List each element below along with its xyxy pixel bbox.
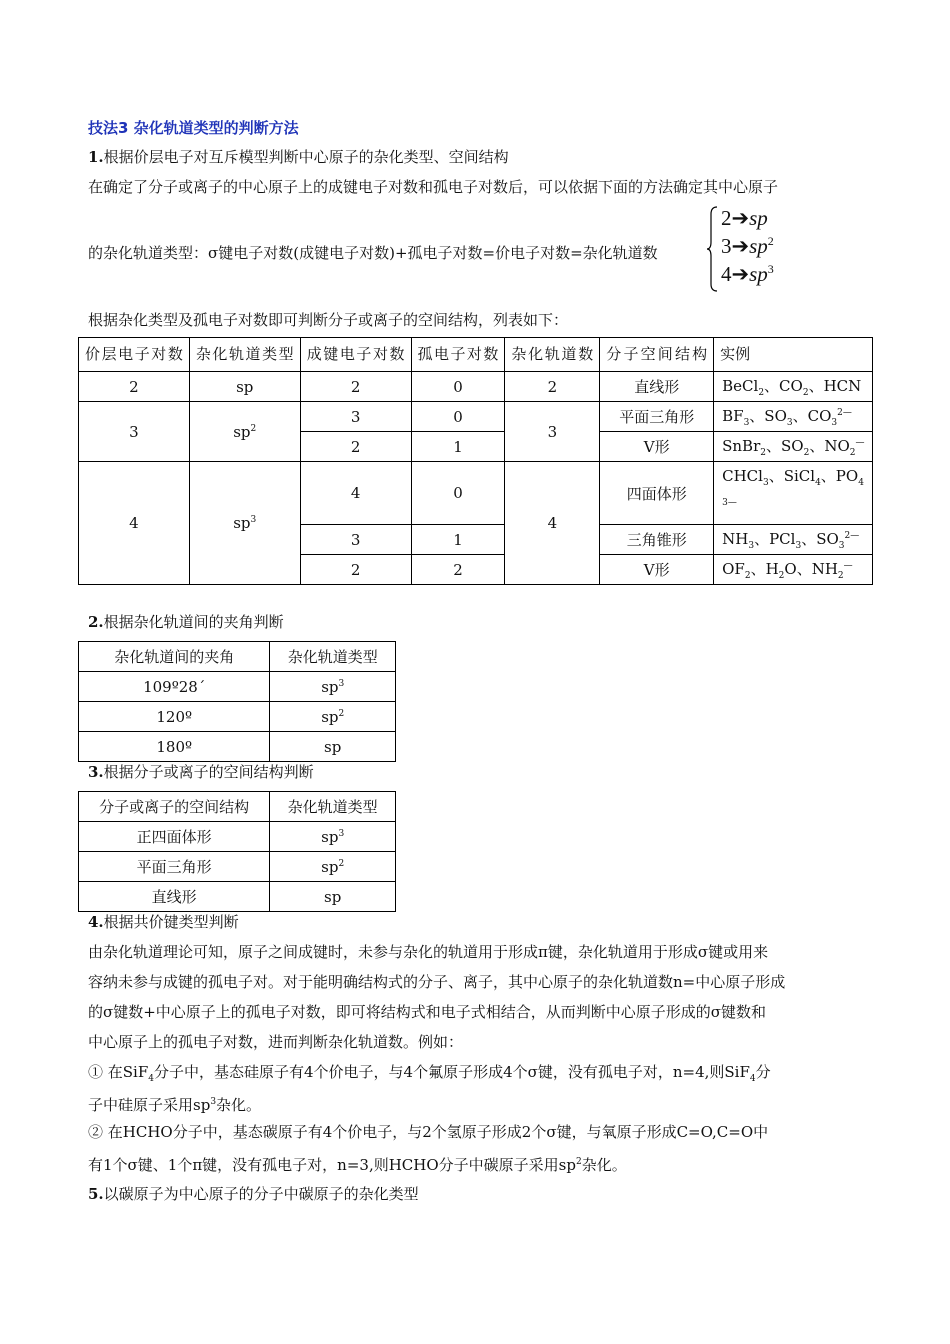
section-1-paragraph-1: 在确定了分子或离子的中心原子上的成键电子对数和孤电子对数后，可以依据下面的方法确定其中心原子 — [88, 178, 779, 196]
hybridization-map-sp2: $3➔sp^2$ — [721, 234, 774, 258]
table-row: 平面三角形 $sp^2$ — [79, 852, 396, 882]
example-cell: CHCl$_3$、SiCl$_4$、$PO_4$ $^{3—}$ — [714, 462, 873, 525]
section-heading: 技法3 杂化轨道类型的判断方法 — [88, 119, 299, 137]
table-row: 120º $sp^2$ — [79, 702, 396, 732]
hybridization-map-sp: 2➔sp — [721, 206, 768, 230]
section-1-title — [88, 146, 509, 168]
vsepr-table — [78, 337, 873, 585]
table-row: 109º28´ $sp^3$ — [79, 672, 396, 702]
section-1-number: 1. — [88, 148, 104, 166]
example-1-line-1: ① 在SiF$_4$分子中，基态硅原子有4个价电子，与4个氟原子形成4个σ键，没有孤电子对，n=4,则SiF$_4$分 — [88, 1063, 771, 1084]
section-4-paragraph-1: 由杂化轨道理论可知，原子之间成键时，未参与杂化的轨道用于形成π键，杂化轨道用于形成σ键或用来 — [88, 943, 769, 961]
arrow-icon: ➔ — [731, 206, 750, 230]
brace-icon — [706, 206, 718, 292]
section-4-paragraph-3: 的σ键数+中心原子上的孤电子对数，即可将结构式和电子式相结合，从而判断中心原子形成的σ键数和 — [88, 1003, 767, 1021]
header-cell: 分子空间结构 — [600, 338, 714, 372]
example-cell: SnBr$_2$、$SO_2$、$NO_2^—$ — [714, 432, 873, 462]
arrow-icon: ➔ — [731, 234, 750, 258]
geometry-table — [78, 791, 396, 912]
table-row: 直线形 sp — [79, 882, 396, 912]
header-cell: 价层电子对数 — [79, 338, 190, 372]
section-4-paragraph-2: 容纳未参与成键的孤电子对。对于能明确结构式的分子、离子，其中心原子的杂化轨道数n=中心原子形成 — [88, 973, 786, 991]
table-header-row — [79, 338, 873, 372]
section-3-title: 3.根据分子或离子的空间结构判断 — [88, 763, 314, 781]
section-1-title-text: 根据价层电子对互斥模型判断中心原子的杂化类型、空间结构 — [103, 148, 509, 166]
example-cell: $NH_3$、PCl$_3$、$SO_3^{2—}$ — [714, 525, 873, 555]
example-cell: BeCl$_2$、$CO_2$、HCN — [714, 372, 873, 402]
section-5-title: 5.以碳原子为中心原子的分子中碳原子的杂化类型 — [88, 1185, 419, 1203]
section-1-paragraph-3: 根据杂化类型及孤电子对数即可判断分子或离子的空间结构，列表如下： — [88, 311, 569, 329]
header-cell: 杂化轨道数 — [505, 338, 600, 372]
table-header-row: 分子或离子的空间结构 杂化轨道类型 — [79, 792, 396, 822]
section-1-paragraph-2: 的杂化轨道类型：σ键电子对数(成键电子对数)+孤电子对数=价电子对数=杂化轨道数 — [88, 244, 658, 262]
section-4-paragraph-4: 中心原子上的孤电子对数，进而判断杂化轨道数。例如： — [88, 1033, 464, 1051]
hybridization-map-sp3: $4➔sp^3$ — [721, 262, 774, 286]
header-cell: 杂化轨道类型 — [189, 338, 300, 372]
table-header-row: 杂化轨道间的夹角 杂化轨道类型 — [79, 642, 396, 672]
table-row: 3 $sp^2$ 3 0 3 平面三角形 $BF_3$、$SO_3$、$CO_3^{2—}$ — [79, 402, 873, 432]
header-cell: 孤电子对数 — [411, 338, 505, 372]
table-row: 2 sp 2 0 2 直线形 BeCl$_2$、$CO_2$、HCN — [79, 372, 873, 402]
arrow-icon: ➔ — [731, 262, 750, 286]
header-cell: 成键电子对数 — [300, 338, 411, 372]
header-cell: 实例 — [714, 338, 873, 372]
table-row: 2 1 V形 SnBr$_2$、$SO_2$、$NO_2^—$ — [79, 432, 873, 462]
example-2-line-2: 有1个σ键、1个π键，没有孤电子对，n=3,则HCHO分子中碳原子采用$sp^2$杂化。 — [88, 1156, 627, 1174]
section-2-title: 2.根据杂化轨道间的夹角判断 — [88, 613, 284, 631]
example-cell: $OF_2$、$H_2O$、$NH_2^—$ — [714, 555, 873, 585]
example-cell: $BF_3$、$SO_3$、$CO_3^{2—}$ — [714, 402, 873, 432]
table-row: 180º sp — [79, 732, 396, 762]
table-row: 2 2 V形 $OF_2$、$H_2O$、$NH_2^—$ — [79, 555, 873, 585]
table-row: 3 1 三角锥形 $NH_3$、PCl$_3$、$SO_3^{2—}$ — [79, 525, 873, 555]
section-4-title: 4.根据共价键类型判断 — [88, 913, 239, 931]
example-1-line-2: 子中硅原子采用$sp^3$杂化。 — [88, 1096, 262, 1114]
angle-table — [78, 641, 396, 762]
table-row: 正四面体形 $sp^3$ — [79, 822, 396, 852]
table-row: 4 $sp^3$ 4 0 4 四面体形 CHCl$_3$、SiCl$_4$、$PO_4$ $^{3—}$ — [79, 462, 873, 525]
example-2-line-1: ② 在HCHO分子中，基态碳原子有4个价电子，与2个氢原子形成2个σ键，与氧原子形成C=O,C=O中 — [88, 1123, 769, 1141]
